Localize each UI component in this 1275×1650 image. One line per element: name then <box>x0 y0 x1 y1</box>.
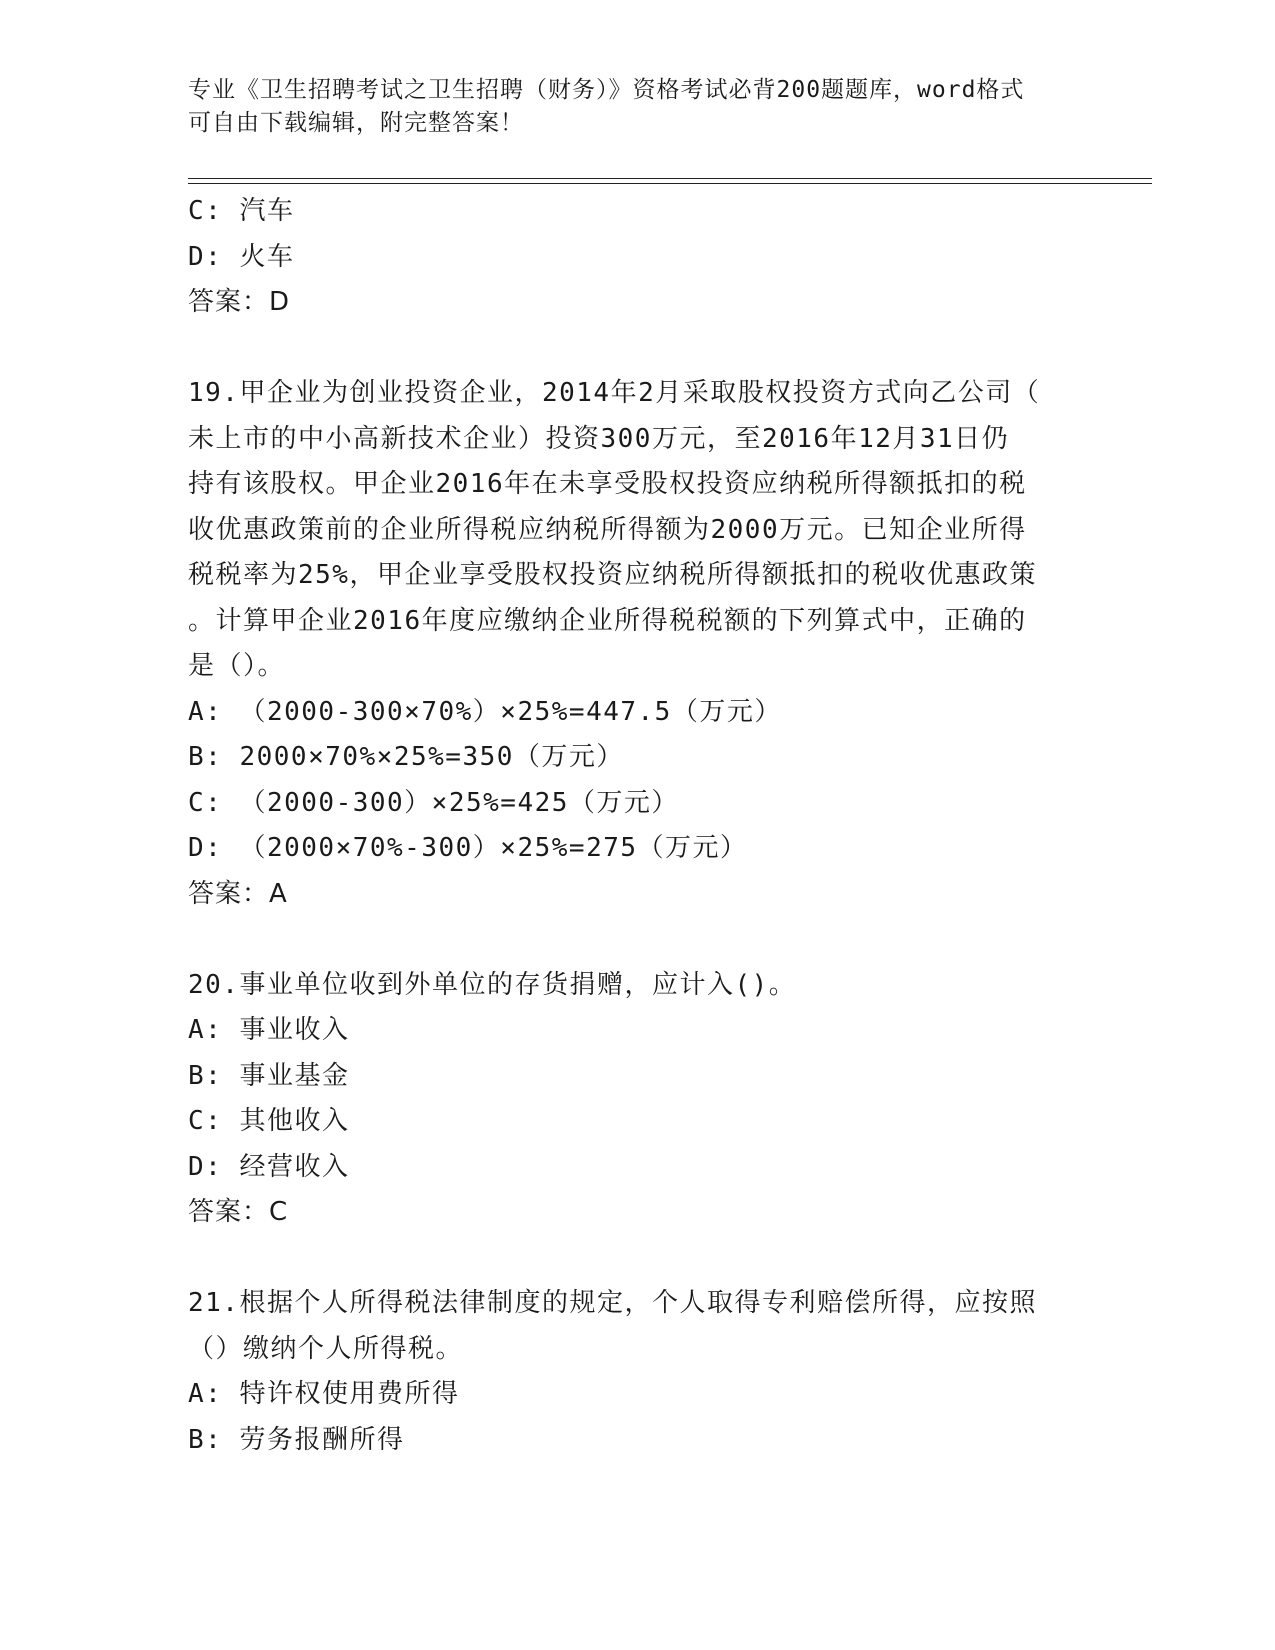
question-20 <box>188 963 1078 1236</box>
q18-option-c: C: 汽车 <box>188 196 295 226</box>
question-18-tail <box>188 189 1078 326</box>
q21-text-line-1: 21.根据个人所得税法律制度的规定，个人取得专利赔偿所得，应按照 <box>188 1288 1037 1318</box>
question-19 <box>188 371 1078 917</box>
header-divider-top <box>188 178 1152 179</box>
q19-text-line-1: 19.甲企业为创业投资企业，2014年2月采取股权投资方式向乙公司（ <box>188 378 1041 408</box>
q20-option-c: C: 其他收入 <box>188 1106 350 1136</box>
q20-option-b: B: 事业基金 <box>188 1060 350 1091</box>
q19-option-a: A: （2000-300×70%）×25%=447.5（万元） <box>188 696 782 727</box>
document-body <box>188 189 1078 1463</box>
q20-option-a: A: 事业收入 <box>188 1015 350 1045</box>
header-title-line-2: 可自由下载编辑，附完整答案！ <box>188 110 524 136</box>
q19-option-d: D: （2000×70%-300）×25%=275（万元） <box>188 833 748 863</box>
q19-text-line-3: 持有该股权。甲企业2016年在未享受股权投资应纳税所得额抵扣的税 <box>188 469 1027 499</box>
q18-answer: 答案：D <box>188 287 291 317</box>
q20-option-d: D: 经营收入 <box>188 1151 350 1182</box>
question-spacer <box>188 326 1078 372</box>
q19-option-c: C: （2000-300）×25%=425（万元） <box>188 787 679 818</box>
q19-option-b: B: 2000×70%×25%=350（万元） <box>188 742 624 772</box>
q19-text-line-5: 税税率为25%，甲企业享受股权投资应纳税所得额抵扣的税收优惠政策 <box>188 560 1037 590</box>
q21-text-line-2: （）缴纳个人所得税。 <box>188 1333 464 1364</box>
q21-option-b: B: 劳务报酬所得 <box>188 1424 405 1455</box>
q19-text-line-6: 。计算甲企业2016年度应缴纳企业所得税税额的下列算式中，正确的 <box>188 605 1027 636</box>
q19-answer: 答案：A <box>188 878 288 909</box>
question-spacer <box>188 917 1078 963</box>
q21-option-a: A: 特许权使用费所得 <box>188 1379 460 1409</box>
q19-text-line-2: 未上市的中小高新技术企业）投资300万元，至2016年12月31日仍 <box>188 423 1010 454</box>
q19-text-line-7: 是（）。 <box>188 651 286 681</box>
q18-option-d: D: 火车 <box>188 241 295 272</box>
q20-text: 20.事业单位收到外单位的存货捐赠，应计入()。 <box>188 969 797 1000</box>
q19-text-line-4: 收优惠政策前的企业所得税应纳税所得额为2000万元。已知企业所得 <box>188 514 1027 545</box>
header-divider-bottom <box>188 183 1152 184</box>
question-spacer <box>188 1236 1078 1282</box>
q20-answer: 答案：C <box>188 1197 289 1227</box>
question-21 <box>188 1281 1078 1463</box>
document-header <box>188 74 1068 140</box>
header-title-line-1: 专业《卫生招聘考试之卫生招聘（财务）》资格考试必背200题题库，word格式 <box>188 77 1025 103</box>
